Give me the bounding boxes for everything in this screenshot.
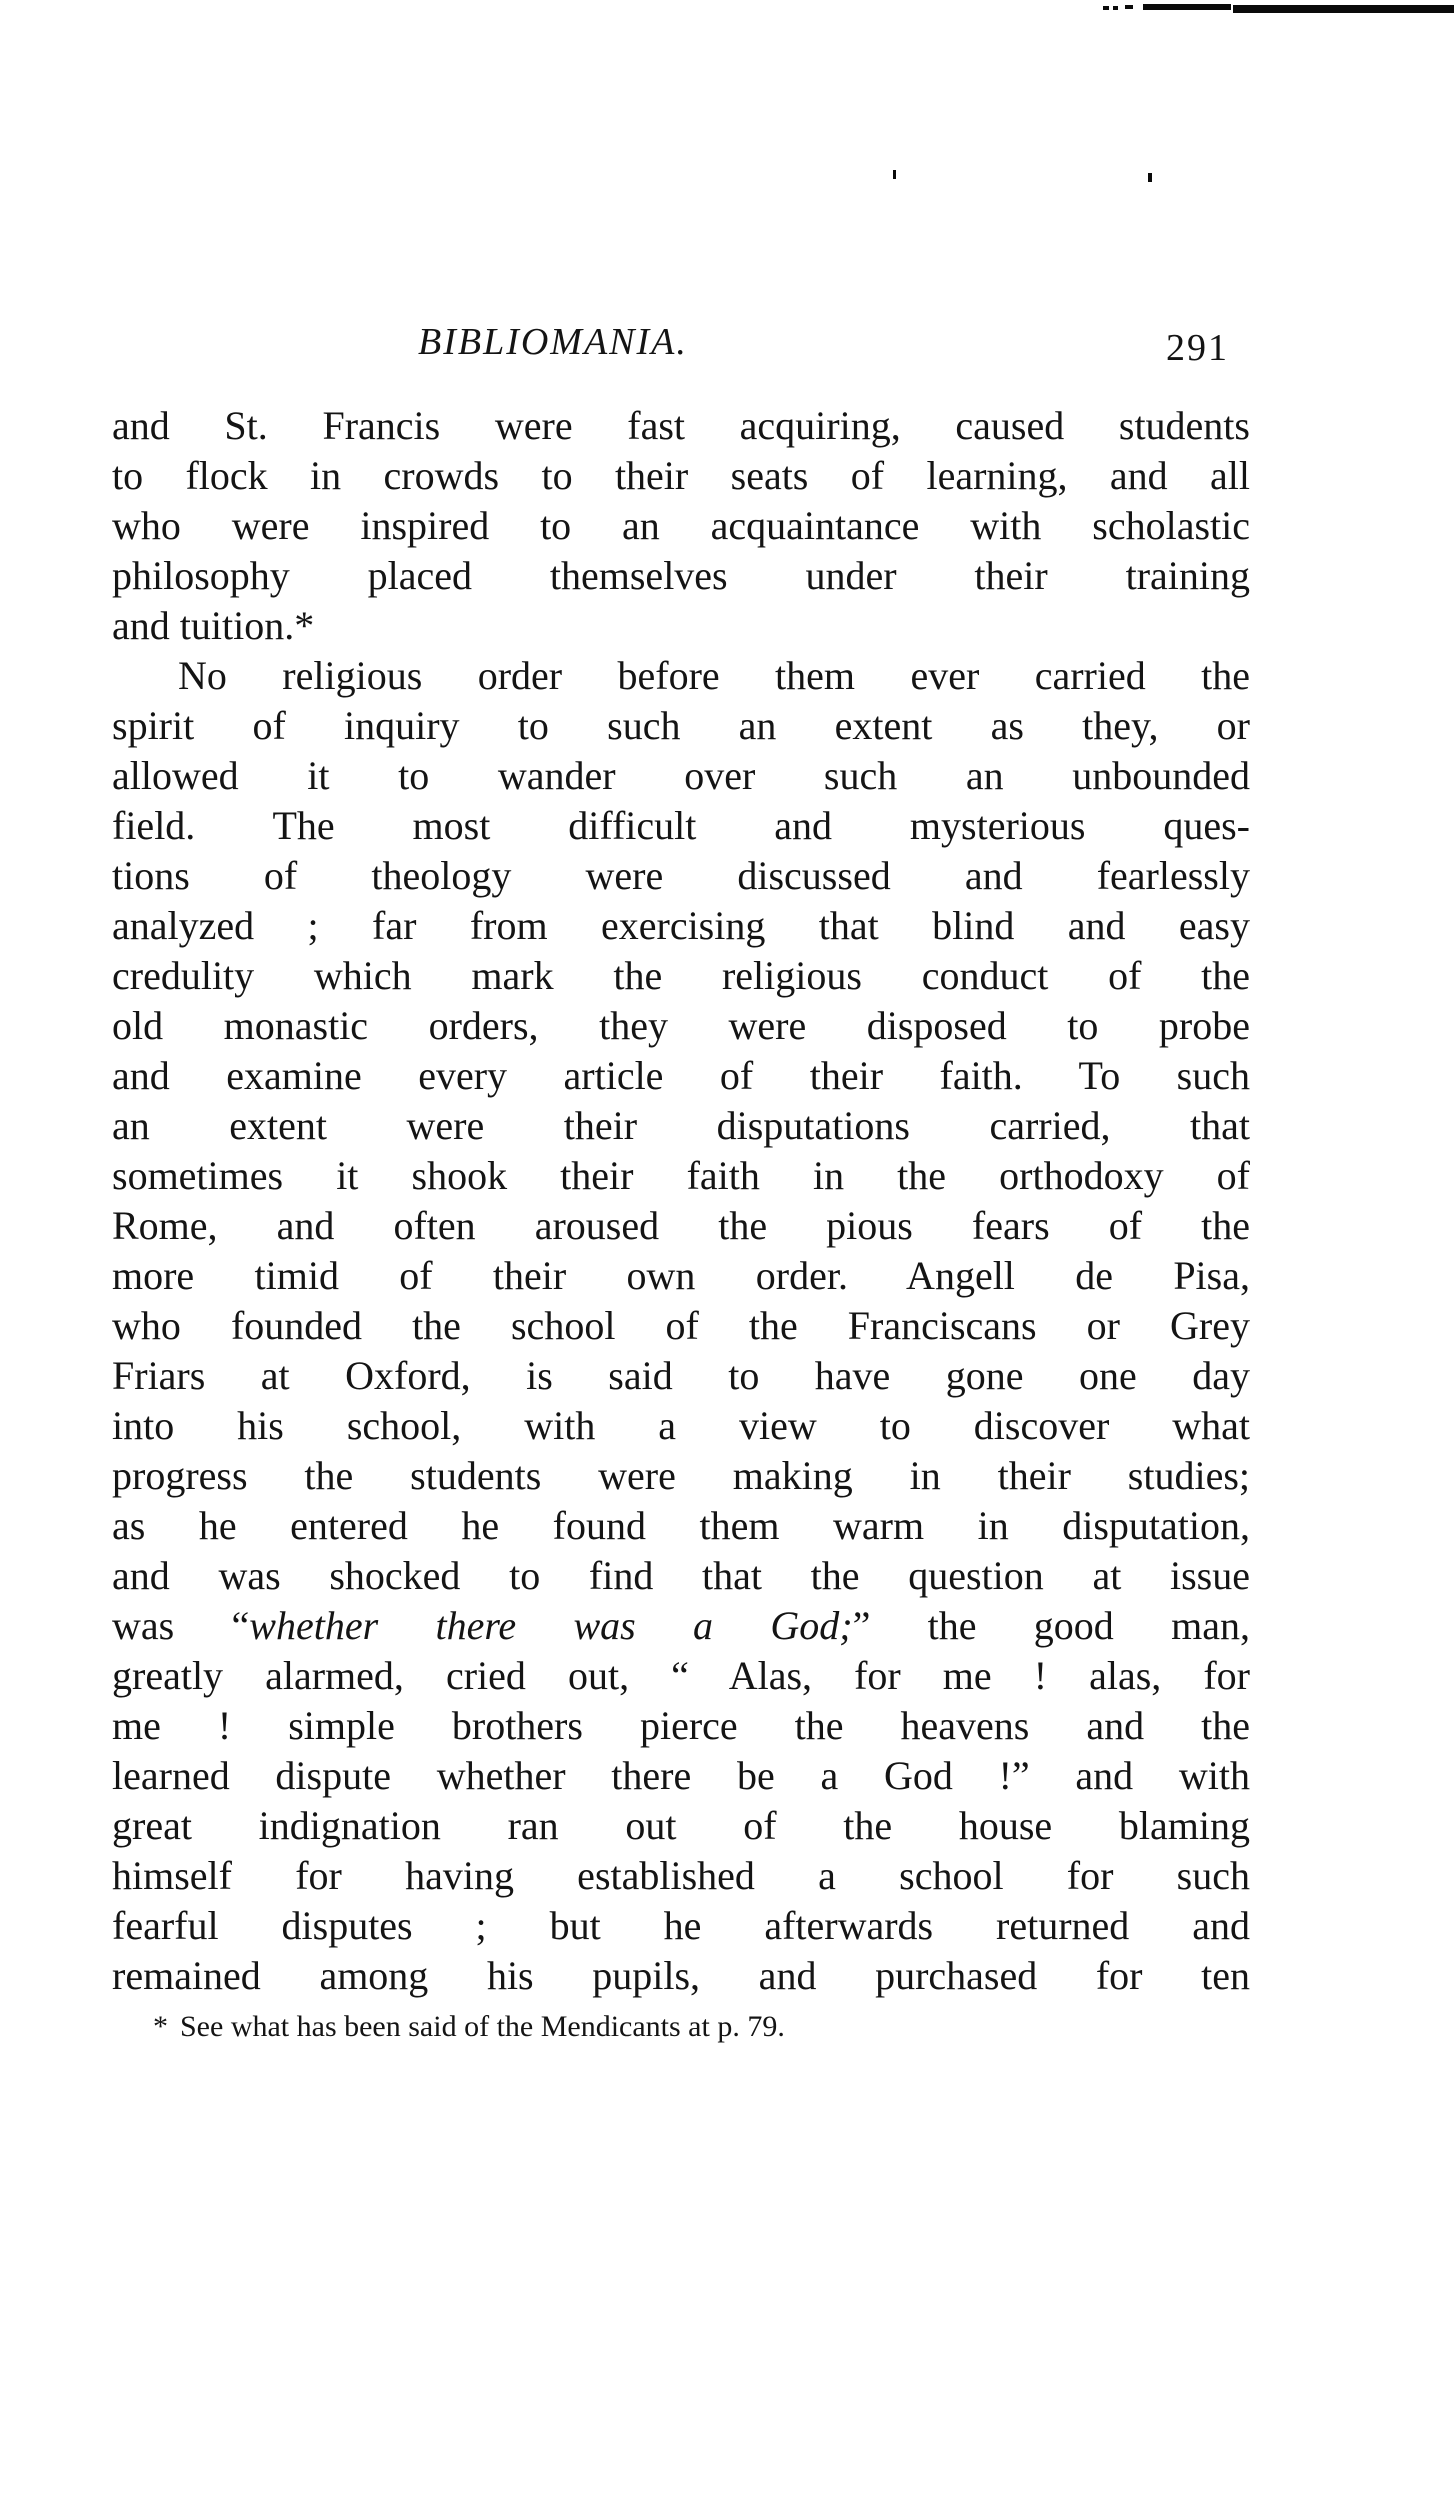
text-line: old monastic orders, they were disposed to probe — [112, 1003, 1250, 1048]
text-line: Friars at Oxford, is said to have gone one day — [112, 1353, 1250, 1398]
footnote-text: See what has been said of the Mendicants at p. 79. — [180, 2010, 785, 2043]
text-line: me ! simple brothers pierce the heavens and the — [112, 1703, 1250, 1748]
text-line: who founded the school of the Franciscans or Grey — [112, 1303, 1250, 1348]
scan-artifact-speck — [1148, 173, 1152, 182]
scan-artifact-dot — [1103, 6, 1109, 10]
text-line: and tuition.* — [112, 603, 315, 648]
text-line: philosophy placed themselves under their training — [112, 553, 1250, 598]
text-line: No religious order before them ever carried the — [178, 653, 1250, 698]
text-line: himself for having established a school for such — [112, 1853, 1250, 1898]
text-line: into his school, with a view to discover what — [112, 1403, 1250, 1448]
page-number: 291 — [1166, 327, 1229, 369]
text-line: credulity which mark the religious conduct of the — [112, 953, 1250, 998]
text-line: to flock in crowds to their seats of learning, and all — [112, 453, 1250, 498]
footnote-marker: * — [153, 2010, 168, 2043]
text-line: progress the students were making in their studies; — [112, 1453, 1250, 1498]
text-line: greatly alarmed, cried out, “ Alas, for me ! alas, for — [112, 1653, 1250, 1698]
text-line: who were inspired to an acquaintance with scholastic — [112, 503, 1250, 548]
text-line: analyzed ; far from exercising that blind and easy — [112, 903, 1250, 948]
body-text — [112, 401, 1250, 2001]
scan-artifact-line — [1143, 4, 1231, 10]
text-line: great indignation ran out of the house blaming — [112, 1803, 1250, 1848]
text-line: an extent were their disputations carried, that — [112, 1103, 1250, 1148]
text-line: as he entered he found them warm in disputation, — [112, 1503, 1250, 1548]
scan-artifact-line — [1233, 5, 1454, 13]
text-line: allowed it to wander over such an unbounded — [112, 753, 1250, 798]
footnote — [153, 2008, 1153, 2046]
scan-artifact-dot — [1113, 6, 1118, 10]
scan-artifact-dot — [1125, 5, 1133, 9]
text-line: learned dispute whether there be a God !” and with — [112, 1753, 1250, 1798]
text-line: fearful disputes ; but he afterwards returned and — [112, 1903, 1250, 1948]
scan-artifact-speck — [893, 170, 896, 179]
text-line: and was shocked to find that the question at issue — [112, 1553, 1250, 1598]
text-line: Rome, and often aroused the pious fears of the — [112, 1203, 1250, 1248]
text-line: spirit of inquiry to such an extent as they, or — [112, 703, 1250, 748]
text-line: more timid of their own order. Angell de Pisa, — [112, 1253, 1250, 1298]
text-line: sometimes it shook their faith in the orthodoxy of — [112, 1153, 1250, 1198]
text-line: and examine every article of their faith. To such — [112, 1053, 1250, 1098]
text-line: and St. Francis were fast acquiring, caused students — [112, 403, 1250, 448]
running-title: BIBLIOMANIA. — [418, 321, 688, 363]
text-line: remained among his pupils, and purchased for ten — [112, 1953, 1250, 1998]
text-line: was “whether there was a God;” the good man, — [112, 1603, 1250, 1648]
text-line: field. The most difficult and mysterious ques- — [112, 803, 1250, 848]
text-line: tions of theology were discussed and fearlessly — [112, 853, 1250, 898]
